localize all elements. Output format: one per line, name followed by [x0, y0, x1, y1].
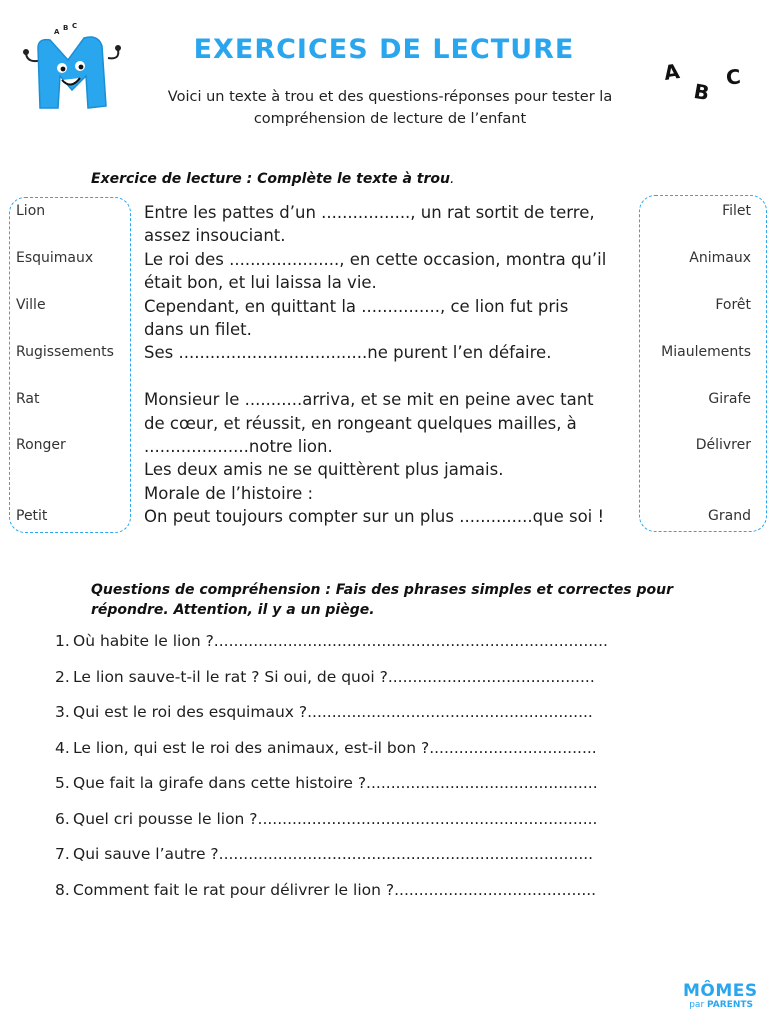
- abc-letter-a: A: [662, 59, 682, 85]
- question-item: [55, 845, 680, 881]
- word-bank-right: [639, 195, 767, 532]
- exercise2-title-line-1: Questions de compréhension : Fais des phrases simples et correctes pour: [91, 582, 674, 598]
- question-number: 2.: [55, 667, 70, 686]
- passage-blank-line: [144, 365, 639, 388]
- passage-line: de cœur, et réussit, en rongeant quelques mailles, à: [144, 413, 577, 433]
- exercise1-title-text: Exercice de lecture : Complète le texte à trou: [91, 171, 450, 187]
- word-bank-right-item: Filet: [722, 203, 751, 219]
- exercise2-title: [91, 580, 711, 620]
- subtitle-line-1: Voici un texte à trou et des questions-réponses pour tester la: [167, 89, 613, 105]
- mascot-letter-a: A: [54, 28, 60, 36]
- question-number: 4.: [55, 738, 70, 757]
- passage-line: ....................notre lion.: [144, 437, 333, 457]
- question-text: Le lion sauve-t-il le rat ? Si oui, de quoi ?..........................................: [73, 667, 595, 686]
- passage-line: Monsieur le ...........arriva, et se mit en peine avec tant: [144, 390, 594, 410]
- passage-line: Morale de l’histoire :: [144, 483, 314, 503]
- exercise2-title-line-2: répondre. Attention, il y a un piège.: [91, 602, 375, 618]
- passage-line: Cependant, en quittant la ..............., ce lion fut pris: [144, 296, 569, 316]
- question-number: 8.: [55, 880, 70, 899]
- word-bank-left-item: Lion: [16, 203, 46, 219]
- question-item: [55, 668, 680, 704]
- page-subtitle: [140, 86, 640, 130]
- cloze-passage: [144, 201, 639, 529]
- word-bank-left-item: Esquimaux: [16, 250, 94, 266]
- word-bank-right-item: Miaulements: [661, 344, 751, 360]
- page-title: EXERCICES DE LECTURE: [193, 34, 575, 65]
- question-text: Le lion, qui est le roi des animaux, est-il bon ?..................................: [73, 738, 597, 757]
- word-bank-left-item: Rat: [16, 391, 40, 407]
- passage-line: Les deux amis ne se quittèrent plus jamais.: [144, 460, 504, 480]
- passage-line: Entre les pattes d’un ................., un rat sortit de terre,: [144, 203, 595, 222]
- question-item: [55, 810, 680, 846]
- question-text: Quel cri pousse le lion ?.....................................................................: [73, 809, 598, 828]
- question-item: [55, 632, 680, 668]
- passage-line: assez insouciant.: [144, 226, 286, 246]
- word-bank-right-item: Animaux: [689, 250, 751, 266]
- passage-line: On peut toujours compter sur un plus ..............que soi !: [144, 507, 605, 527]
- passage-line: Ses ....................................ne purent l’en défaire.: [144, 343, 552, 363]
- question-number: 1.: [55, 632, 70, 650]
- word-bank-left-item: Ronger: [16, 437, 66, 453]
- abc-letter-c: C: [724, 64, 742, 90]
- question-item: [55, 703, 680, 739]
- mascot-letter-b: B: [63, 24, 69, 32]
- question-text: Comment fait le rat pour délivrer le lion ?.........................................: [73, 880, 597, 899]
- question-text: Qui sauve l’autre ?............................................................................: [73, 845, 594, 863]
- question-list: [55, 632, 680, 916]
- question-item: [55, 739, 680, 775]
- brand-parents-text: PARENTS: [707, 1000, 753, 1010]
- passage-line: était bon, et lui laissa la vie.: [144, 273, 377, 293]
- word-bank-left-item: Rugissements: [16, 344, 114, 360]
- brand-sub-text: [683, 1000, 755, 1011]
- question-number: 3.: [55, 703, 70, 721]
- brand-main-text: MÔMES: [683, 981, 758, 1001]
- exercise1-title: [91, 171, 454, 187]
- question-number: 5.: [55, 774, 70, 792]
- question-item: [55, 774, 680, 810]
- question-item: [55, 881, 680, 917]
- exercise1-title-period: .: [449, 171, 455, 187]
- word-bank-left-item: Petit: [16, 508, 48, 524]
- mascot-letter-c: C: [72, 22, 78, 30]
- word-bank-left: [9, 197, 131, 533]
- question-text: Où habite le lion ?................................................................................: [73, 632, 608, 650]
- question-text: Que fait la girafe dans cette histoire ?...............................................: [73, 774, 598, 792]
- brand-logo: [683, 981, 758, 1011]
- question-number: 7.: [55, 845, 70, 863]
- abc-letter-b: B: [692, 78, 712, 106]
- passage-line: Le roi des ....................., en cette occasion, montra qu’il: [144, 249, 607, 269]
- brand-par-text: par: [689, 1000, 705, 1010]
- subtitle-line-2: compréhension de lecture de l’enfant: [253, 111, 527, 127]
- passage-line: dans un filet.: [144, 320, 252, 340]
- word-bank-right-item: Délivrer: [695, 437, 751, 453]
- word-bank-left-item: Ville: [16, 297, 46, 313]
- word-bank-right-item: Forêt: [715, 297, 751, 313]
- question-number: 6.: [55, 809, 70, 828]
- word-bank-right-item: Girafe: [708, 391, 751, 407]
- word-bank-right-item: Grand: [708, 508, 751, 524]
- question-text: Qui est le roi des esquimaux ?..........................................................: [73, 703, 593, 721]
